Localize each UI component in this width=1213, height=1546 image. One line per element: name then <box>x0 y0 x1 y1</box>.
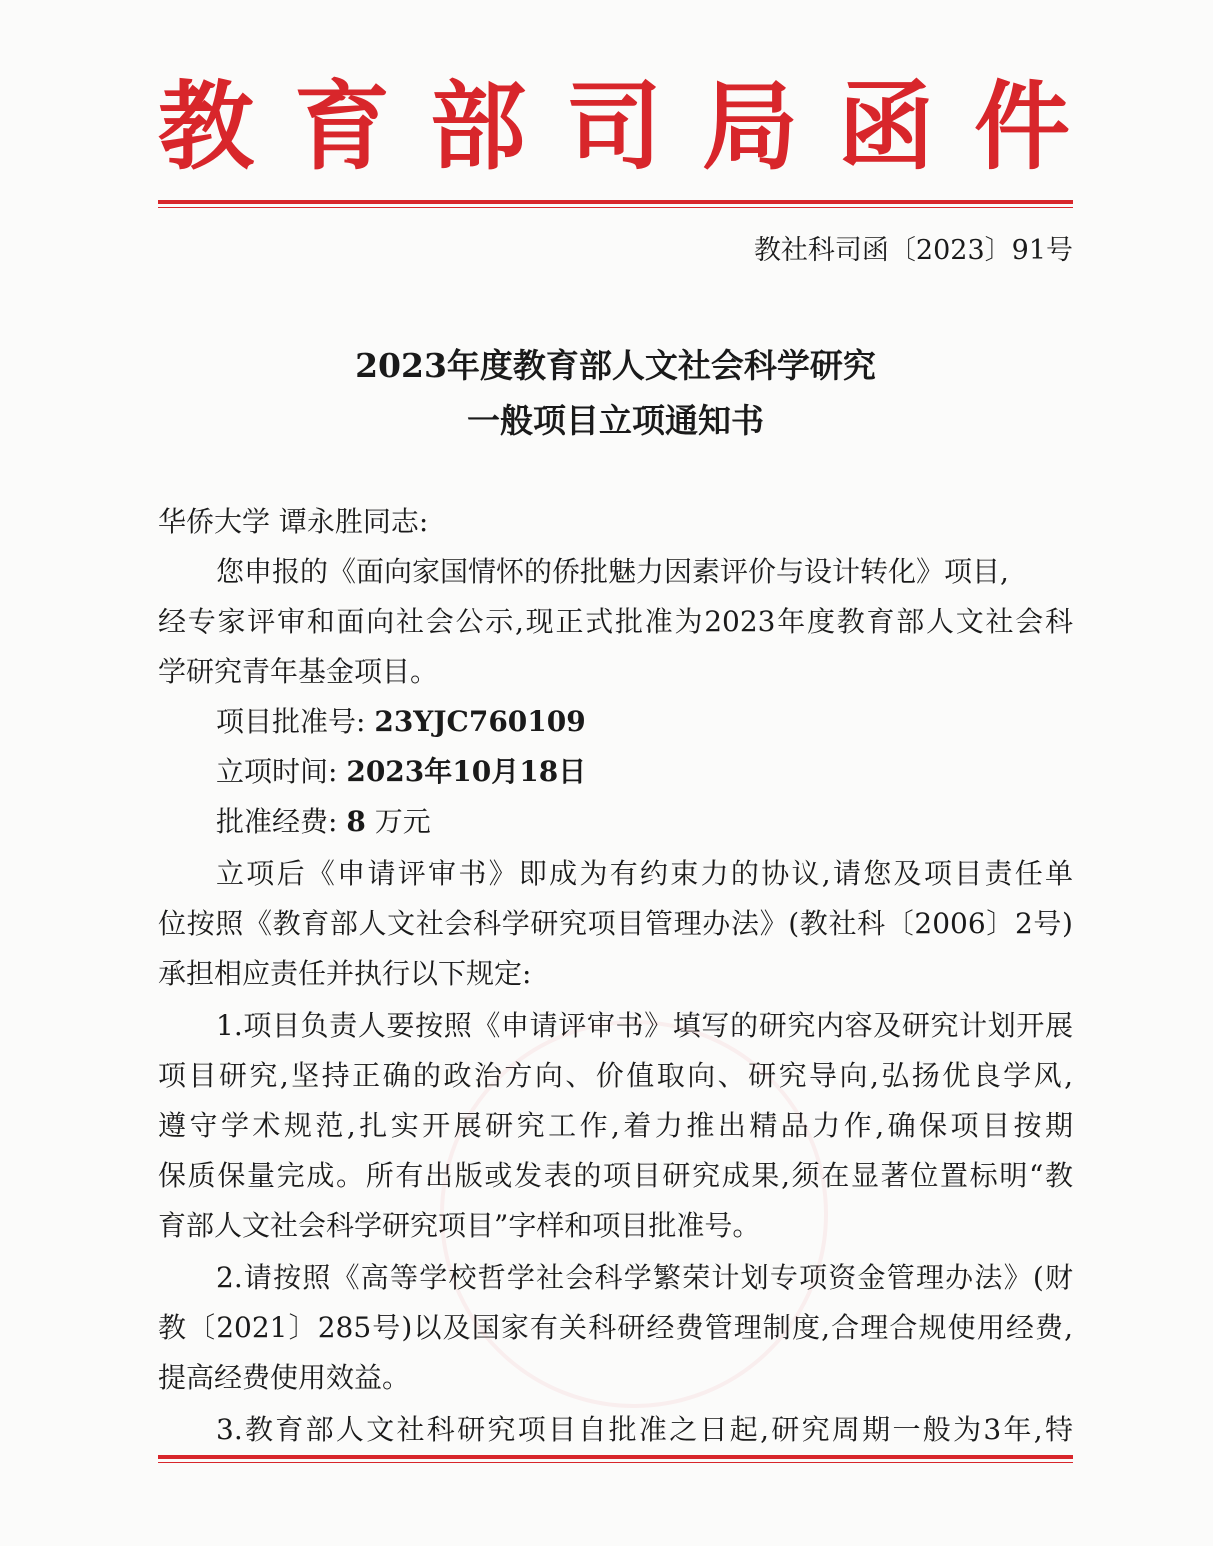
footer-divider-thin-line <box>158 1462 1073 1463</box>
rule-1-line-2: 项目研究,坚持正确的政治方向、价值取向、研究导向,弘扬优良学风, <box>158 1059 1073 1092</box>
rules-intro-line-3: 承担相应责任并执行以下规定: <box>158 957 532 990</box>
rule-2-line-3: 提高经费使用效益。 <box>158 1361 411 1394</box>
approval-date-label: 立项时间: <box>216 755 338 788</box>
rule-1-line-1: 1.项目负责人要按照《申请评审书》填写的研究内容及研究计划开展 <box>216 1009 1073 1042</box>
rule-2-line-1: 2.请按照《高等学校哲学社会科学繁荣计划专项资金管理办法》(财 <box>216 1261 1073 1294</box>
rules-intro-line-2: 位按照《教育部人文社会科学研究项目管理办法》(教社科〔2006〕2号) <box>158 907 1073 940</box>
document-title-line-2: 一般项目立项通知书 <box>467 401 764 440</box>
rule-1-line-3: 遵守学术规范,扎实开展研究工作,着力推出精品力作,确保项目按期 <box>158 1109 1073 1142</box>
approval-number-value: 23YJC760109 <box>374 705 586 738</box>
document-number: 教社科司函〔2023〕91号 <box>753 235 1073 266</box>
divider-thin-line <box>158 207 1073 208</box>
document-title-line-1: 2023年度教育部人文社会科学研究 <box>355 346 876 385</box>
rules-intro-line-1: 立项后《申请评审书》即成为有约束力的协议,请您及项目责任单 <box>216 857 1073 890</box>
intro-line-3: 学研究青年基金项目。 <box>158 655 439 688</box>
divider-thick-line <box>158 200 1073 204</box>
masthead-title: 教育部司局函件 <box>158 70 1110 183</box>
footer-divider <box>158 1455 1073 1463</box>
rule-1-line-5: 育部人文社会科学研究项目”字样和项目批准号。 <box>158 1209 761 1242</box>
funding-label: 批准经费: <box>216 805 338 838</box>
approval-number-row <box>158 700 1073 740</box>
masthead-divider <box>158 200 1073 208</box>
footer-divider-thick-line <box>158 1455 1073 1459</box>
intro-line-1: 您申报的《面向家国情怀的侨批魅力因素评价与设计转化》项目, <box>216 555 1009 588</box>
rule-2-line-2: 教〔2021〕285号)以及国家有关科研经费管理制度,合理合规使用经费, <box>158 1311 1073 1344</box>
funding-unit: 万元 <box>374 805 431 838</box>
rule-3-line-1: 3.教育部人文社科研究项目自批准之日起,研究周期一般为3年,特 <box>216 1413 1073 1446</box>
funding-row <box>158 800 1073 840</box>
approval-date-value: 2023年10月18日 <box>346 755 587 788</box>
salutation: 华侨大学 谭永胜同志: <box>158 505 429 538</box>
rule-1-line-4: 保质保量完成。所有出版或发表的项目研究成果,须在显著位置标明“教 <box>158 1159 1073 1192</box>
funding-value: 8 <box>346 805 366 838</box>
approval-number-label: 项目批准号: <box>216 705 366 738</box>
approval-date-row <box>158 750 1073 790</box>
intro-line-2: 经专家评审和面向社会公示,现正式批准为2023年度教育部人文社会科 <box>158 605 1073 638</box>
